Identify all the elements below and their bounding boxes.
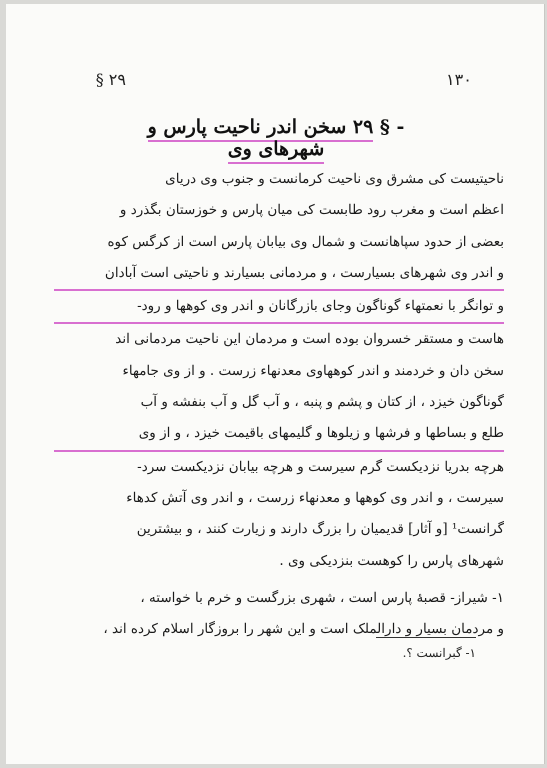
- text-line-underlined: طلع و بساطها و فرشها و زیلوها و گلیمهای باقیمت خیزد ، و از وی: [54, 418, 504, 451]
- title-prefix: - §: [373, 116, 405, 138]
- text-line: اعظم است و مغرب رود طابست کی میان پارس و خوزستان بگذرد و: [119, 202, 504, 219]
- section-reference: § ۲۹: [95, 70, 126, 89]
- text-line: شهرهای پارس را کوهست بنزدیکی وی .: [279, 552, 504, 569]
- text-line: بعضی از حدود سپاهانست و شمال وی بیابان پارس است از کرگس کوه: [107, 233, 504, 250]
- page-header: [86, 70, 486, 94]
- text-line-underlined: و اندر وی شهرهای بسیارست ، و مردمانی بسیارند و ناحیتی است آبادان: [54, 258, 504, 291]
- text-line-underlined: و توانگر با نعمتهاء گوناگون وجای بازرگانان و اندر وی کوهها و رود-: [54, 291, 504, 324]
- text-line: هرچه بدریا نزدیکست گرم سیرست و هرچه بیابان نزدیکست سرد-: [137, 458, 504, 475]
- footnote: ۱- گبرانست ؟.: [402, 646, 476, 660]
- text-line: سیرست ، و اندر وی کوهها و معدنهاء زرست ، و اندر وی آتش کدهاء: [126, 489, 504, 506]
- body-text: [54, 164, 504, 645]
- text-line: هاست و مستقر خسروان بوده است و مردمان این ناحیت مردمانی اند: [115, 331, 504, 348]
- text-line: ۱- شیراز- قصبهٔ پارس است ، شهری بزرگست و خرم با خواسته ،: [140, 589, 504, 606]
- text-line: ناحیتیست کی مشرق وی ناحیت کرمانست و جنوب وی دریای: [165, 171, 504, 187]
- section-title: [126, 116, 426, 160]
- text-line: گوناگون خیزد ، از کتان و پشم و پنبه ، و آب گل و آب بنفشه و آب: [140, 394, 504, 411]
- text-line: و مردمان بسیار و دارالملک است و این شهر را بروزگار اسلام کرده اند ،: [103, 621, 504, 638]
- page-number: ۱۳۰: [446, 70, 472, 89]
- text-line: گرانست¹ [و آثار] قدیمیان را بزرگ دارند و زیارت کنند ، و بیشترین: [136, 521, 504, 538]
- page-sheet: [6, 4, 545, 764]
- text-line: سخن دان و خردمند و اندر کوههاوی معدنهاء زرست . و از وی جامهاء: [122, 362, 504, 379]
- title-text: ۲۹ سخن اندر ناحیت پارس و شهرهای وی: [148, 116, 374, 164]
- footnote-separator: [376, 637, 476, 638]
